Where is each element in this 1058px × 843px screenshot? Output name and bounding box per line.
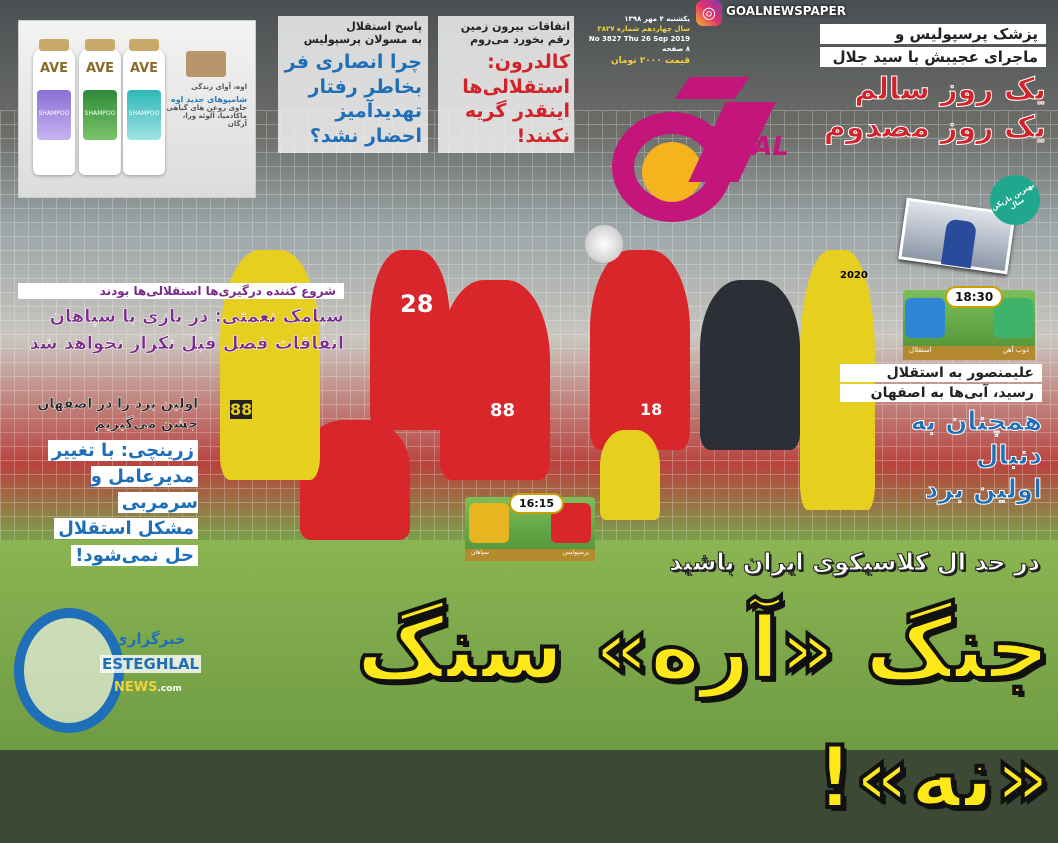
- player-yellow-sitting: [600, 430, 660, 520]
- kicker: علیمنصور به استقلال: [840, 364, 1042, 382]
- match-time: 18:30: [945, 286, 1003, 308]
- main-kicker: در حد ال کلاسیکوی ایران باشید: [669, 548, 1040, 576]
- esteghlal-news-watermark: خبرگزاری ESTEGHLAL NEWS.com: [14, 600, 194, 740]
- instagram-icon[interactable]: ◎: [696, 0, 722, 26]
- story-nemati[interactable]: [18, 283, 344, 357]
- story-zrinko[interactable]: [18, 395, 198, 569]
- kicker: پزشک پرسپولیس و: [820, 24, 1046, 44]
- instagram-handle[interactable]: GOALNEWSPAPER: [726, 4, 846, 18]
- jersey-number: 88: [490, 400, 516, 421]
- team-name: ذوب آهن: [1002, 346, 1029, 354]
- match-time: 16:15: [509, 493, 564, 514]
- ad-logo: [186, 51, 226, 77]
- player-red-88: [440, 280, 550, 480]
- story-calderon[interactable]: [438, 16, 574, 153]
- ad-text: [165, 51, 247, 128]
- shampoo-bottle: AVE SHAMPOO: [79, 47, 121, 175]
- headline: زرینچی: با تغییر مدیرعامل و سرمربی مشکل استقلال حل نمی‌شود!: [18, 438, 198, 568]
- jersey-number: 2020: [840, 270, 868, 281]
- headline: یک روز سالم یک روز مصدوم: [823, 72, 1046, 145]
- kicker: پاسخ استقلال: [346, 20, 422, 33]
- kicker: اتفاقات بیرون زمین: [460, 20, 570, 33]
- ball: [585, 225, 623, 263]
- story-ansari[interactable]: [278, 16, 428, 153]
- headline: چرا انصاری فر بخاطر رفتار تهدیدآمیز احضار نشد؟: [284, 51, 422, 148]
- player-red-18: [590, 250, 690, 450]
- headline: همچنان به دنبال اولین برد: [910, 407, 1042, 505]
- jersey-number: 18: [640, 400, 663, 419]
- sepahan-kit-icon: [469, 503, 509, 543]
- kicker: رسید، آبی‌ها به اصفهان: [840, 384, 1042, 402]
- kicker: شروع کننده درگیری‌ها استقلالی‌ها بودند: [18, 283, 344, 299]
- shampoo-bottle: AVE SHAMPOO: [123, 47, 165, 175]
- ad-line: ماکادمیا، آلوئه ورا، آرگان: [182, 112, 247, 128]
- esteghlal-kit-icon: [905, 298, 945, 338]
- headline: کالدرون: استقلالی‌ها اینقدر گریه نکنند!: [462, 51, 570, 148]
- shampoo-bottle: AVE SHAMPOO: [33, 47, 75, 175]
- ad-title: شامپوهای جدید اوه: [170, 95, 247, 104]
- jersey-number: 28: [400, 290, 434, 318]
- issue-info: یکشنبه ۴ مهر ۱۳۹۸ سال چهاردهم شماره ۳۸۲۷ No 3827 Thu 26 Sep 2019 ۸ صفحه قیمت ۲۰۰۰ تومان: [588, 15, 690, 66]
- shampoo-ad: [18, 20, 256, 198]
- ad-slogan: اوه، آوای زندگی: [191, 83, 247, 91]
- messi-badge: بهترین بازیکن سال: [981, 166, 1049, 234]
- kicker: اولین برد را در اصفهان جشن می‌گیریم: [37, 396, 198, 432]
- team-name: استقلال: [909, 346, 932, 354]
- jersey-number: 88: [230, 400, 253, 419]
- story-esteghlal[interactable]: [840, 364, 1042, 507]
- kicker: ماجرای عجیبش با سید جلال: [820, 47, 1046, 67]
- kicker: رقم بخورد می‌روم: [470, 33, 570, 46]
- story-doctor[interactable]: [820, 24, 1046, 146]
- match-card-esteghlal: [903, 290, 1035, 360]
- player-red-28: [370, 250, 450, 430]
- headline: سیامک نعمتی: در بازی با سپاهان اتفاقات فصل قبل تکرار نخواهد شد: [29, 306, 344, 354]
- kicker: به مسولان پرسپولیس: [303, 33, 422, 46]
- team-name: سپاهان: [471, 549, 490, 556]
- ad-line: حاوی روغن های گیاهی: [166, 104, 247, 112]
- team-name: پرسپولیس: [562, 549, 589, 556]
- main-headline[interactable]: جنگ «آره» سنگ «نه»!: [356, 599, 1050, 828]
- goalkeeper: [700, 280, 800, 450]
- goal-logo: OAL: [612, 72, 782, 222]
